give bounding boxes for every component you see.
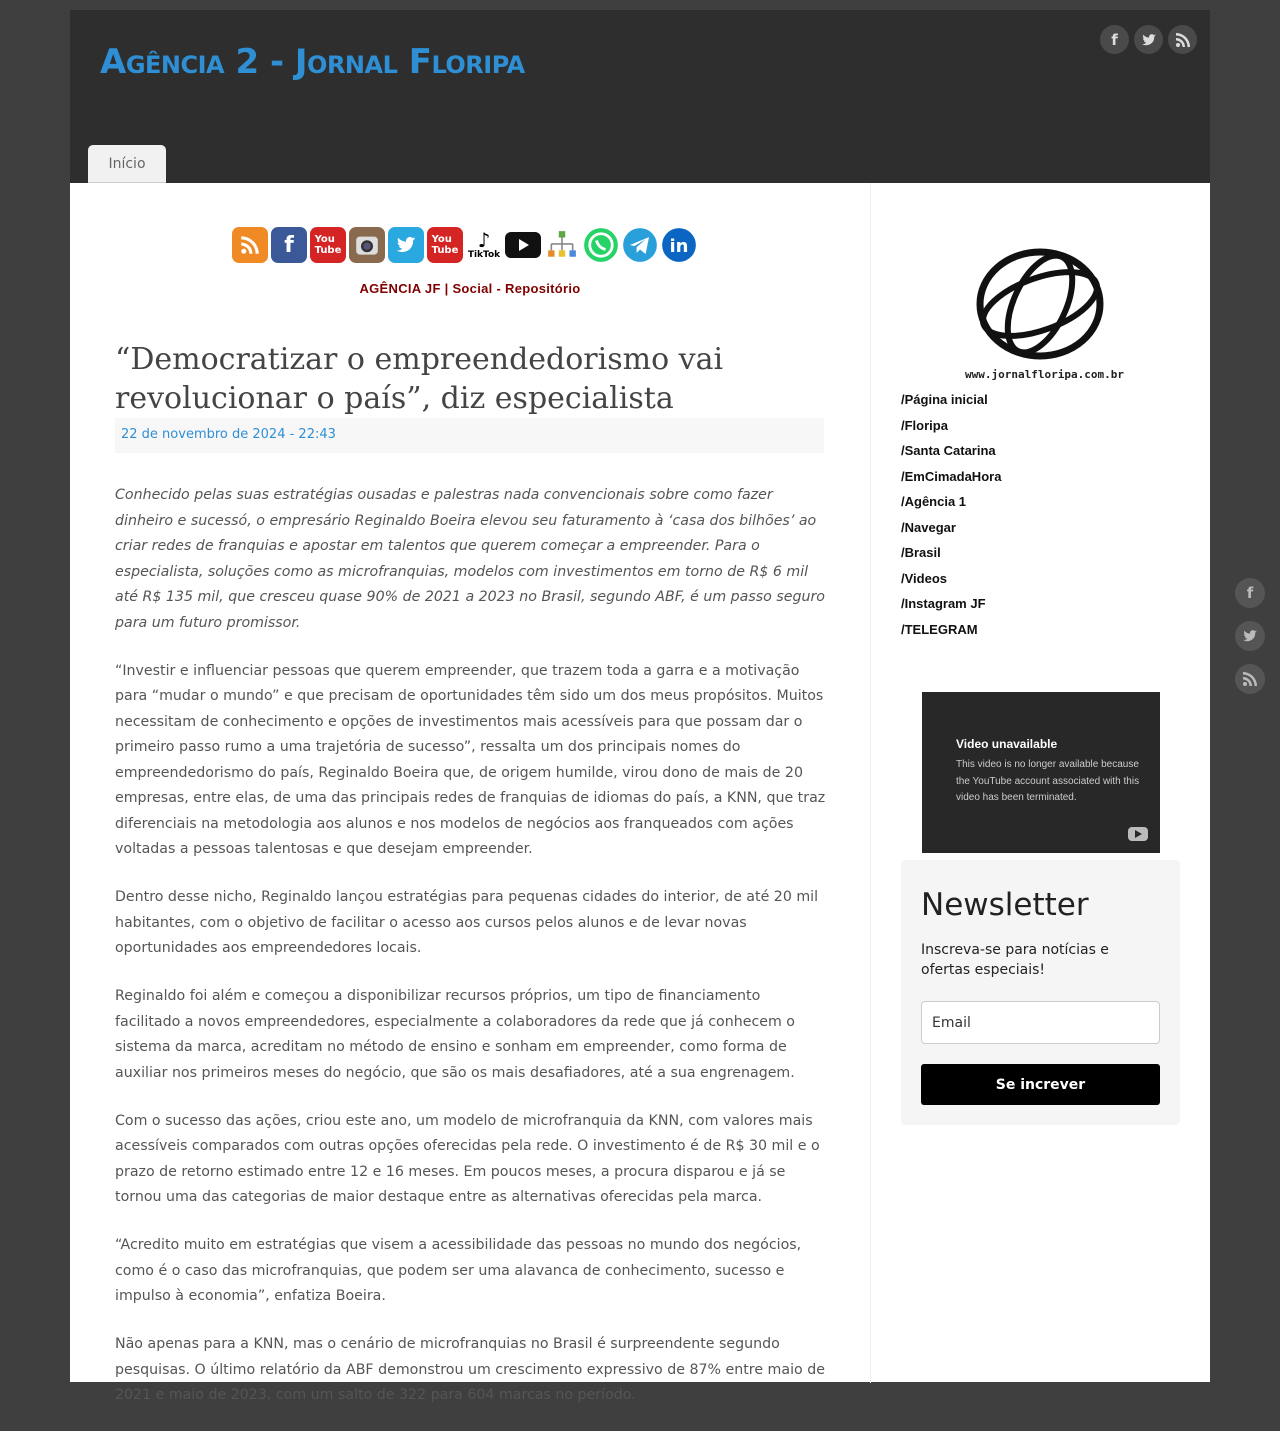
sidebar-link-floripa[interactable]: /Floripa	[901, 417, 948, 433]
sidebar-link-brasil[interactable]: /Brasil	[901, 545, 941, 560]
facebook-icon[interactable]: f	[1235, 578, 1265, 608]
article-paragraph: Não apenas para a KNN, mas o cenário de microfranquias no Brasil é surpreendente segundo pesquisas. O último relatório da ABF demonstrou um crescimento expressivo de 87% entre maio de 2021 e maio de 2023, com um salto de 322 para 604 marcas no período.	[115, 1336, 825, 1403]
svg-text:in: in	[669, 235, 689, 257]
newsletter-email-input[interactable]	[921, 1001, 1160, 1044]
rss-app-icon[interactable]	[232, 227, 268, 263]
facebook-icon[interactable]: f	[1100, 25, 1129, 54]
sidebar-link-santa-catarina[interactable]: /Santa Catarina	[901, 443, 996, 458]
header-social	[1100, 25, 1197, 54]
jornal-floripa-logo[interactable]	[965, 246, 1124, 381]
post-date-bar	[115, 418, 824, 453]
sidebar-link-telegram[interactable]: /TELEGRAM	[901, 621, 978, 637]
rss-icon[interactable]	[1168, 25, 1197, 54]
twitter-icon[interactable]	[1235, 621, 1265, 651]
rss-icon[interactable]	[1235, 664, 1265, 694]
sidebar-link-agencia-1[interactable]: /Agência 1	[901, 494, 967, 509]
article-paragraph: Com o sucesso das ações, criou este ano, um modelo de microfranquia da KNN, com valores mais acessíveis comparados com outras opções oferecidas pela rede. O investimento é de R$ 30 mil e o prazo de retorno estimado entre 12 e 16 meses. Em poucos meses, a procura disparou e já se tornou uma das categorias de maior destaque entre as alternativas oferecidas pela marca.	[115, 1112, 820, 1205]
article-paragraph: Dentro desse nicho, Reginaldo lançou estratégias para pequenas cidades do interior, de até 20 mil habitantes, com o objetivo de facilitar o acesso aos cursos pelos alunos e de levar novas oportunidades aos empreendedores locais.	[115, 889, 819, 956]
nav-home-tab[interactable]: Início	[88, 145, 166, 183]
twitter-icon[interactable]	[1134, 25, 1163, 54]
sidebar-link-videos[interactable]: /Videos	[901, 570, 948, 586]
article-paragraph: Reginaldo foi além e começou a disponibilizar recursos próprios, um tipo de financiamento facilitado a novos empreendedores, especialmente a colaboradores da rede que já conhecem o sistema da marca, acreditam no método de ensino e sonham em empreender, como forma de auxiliar nos primeiros meses do negócio, que são os mais desafiadores, até a sua engrenagem.	[115, 988, 795, 1081]
page-wrapper	[70, 10, 1210, 1403]
youtube-app-icon-2[interactable]: You Tube	[427, 227, 463, 263]
newsletter-widget	[901, 860, 1180, 1125]
sidebar-link-pagina-inicial[interactable]: /Página inicial	[901, 392, 988, 407]
post-date[interactable]: 22 de novembro de 2024 - 22:43	[121, 427, 336, 442]
article-body	[115, 483, 827, 1431]
article-paragraph: “Investir e influenciar pessoas que querem empreender, que trazem toda a garra e a motivação para “mudar o mundo” e que precisam de oportunidades têm sido um dos meus propósitos. Muitos necessitam de conhecimento e opções de investimentos mais acessíveis para que possam dar o primeiro passo rumo a uma trajetória de sucesso”, ressalta um dos principais nomes do empreendedorismo do país, Reginaldo Boeira que, de origem humilde, virou dono de mais de 20 empresas, entre elas, de uma das principais redes de franquias de idiomas do país, a KNN, que traz diferenciais na metodologia aos alunos e nos modelos de negócios aos franqueados com ações voltadas a pessoas talentosas e que desejam empreender.	[115, 662, 826, 857]
twitter-app-icon[interactable]	[388, 227, 424, 263]
sidebar-link-navegar[interactable]: /Navegar	[901, 519, 956, 535]
newsletter-title: Newsletter	[921, 887, 1089, 923]
site-header	[70, 10, 1210, 183]
sidebar-link-emcimadahora[interactable]: /EmCimadaHora	[901, 468, 1002, 484]
floating-social-bar	[1235, 578, 1265, 694]
site-title[interactable]: Agência 2 - Jornal Floripa	[100, 42, 525, 82]
linkedin-app-icon[interactable]	[661, 227, 697, 263]
tiktok-label: TikTok	[467, 250, 501, 260]
sitemap-app-icon[interactable]	[544, 227, 580, 263]
instagram-app-icon[interactable]	[349, 227, 385, 263]
telegram-app-icon[interactable]	[622, 227, 658, 263]
newsletter-submit-button[interactable]: Se increver	[921, 1064, 1160, 1105]
youtube-logo-icon[interactable]	[1128, 827, 1148, 841]
globe-logo-icon	[970, 246, 1110, 366]
video-unavailable-message: This video is no longer available because the YouTube account associated with this video has been terminated.	[956, 759, 1140, 803]
logo-url: www.jornalfloripa.com.br	[965, 368, 1124, 381]
newsletter-description: Inscreva-se para notícias e ofertas especiais!	[921, 942, 1109, 978]
play-app-icon[interactable]	[505, 227, 541, 263]
sidebar-divider	[870, 183, 871, 1383]
whatsapp-app-icon[interactable]	[583, 227, 619, 263]
article-paragraph: “Acredito muito em estratégias que visem a acessibilidade das pessoas no mundo dos negócios, como é o caso das microfranquias, que podem ser uma alavanca de conhecimento, sucesso e impulso à economia”, enfatiza Boeira.	[115, 1237, 802, 1304]
post-title: “Democratizar o empreendedorismo vai revolucionar o país”, diz especialista	[115, 342, 724, 416]
social-icon-bar	[232, 227, 697, 263]
tiktok-app-icon[interactable]: ♪ TikTok	[466, 227, 502, 263]
facebook-app-icon[interactable]: f	[271, 227, 307, 263]
sidebar-nav	[901, 390, 1001, 645]
video-embed[interactable]	[922, 692, 1160, 853]
article-lead: Conhecido pelas suas estratégias ousadas e palestras nada convencionais sobre como fazer dinheiro e sucessó, o empresário Reginaldo Boeira elevou seu faturamento à ‘casa dos bilhões’ ao criar redes de franquias e apostar em talentos que querem começar a empreender. Para o especialista, soluções como as microfranquias, modelos com investimentos em torno de R$ 6 mil até R$ 135 mil, que cresceu quase 90% de 2021 a 2023 no Brasil, segundo ABF, é um passo seguro para um futuro promissor.	[115, 487, 825, 631]
video-unavailable-title: Video unavailable	[956, 737, 1058, 751]
youtube-app-icon[interactable]: You Tube	[310, 227, 346, 263]
agency-repository-link[interactable]: AGÊNCIA JF | Social - Repositório	[359, 281, 581, 296]
sidebar-link-instagram-jf[interactable]: /Instagram JF	[901, 596, 986, 611]
